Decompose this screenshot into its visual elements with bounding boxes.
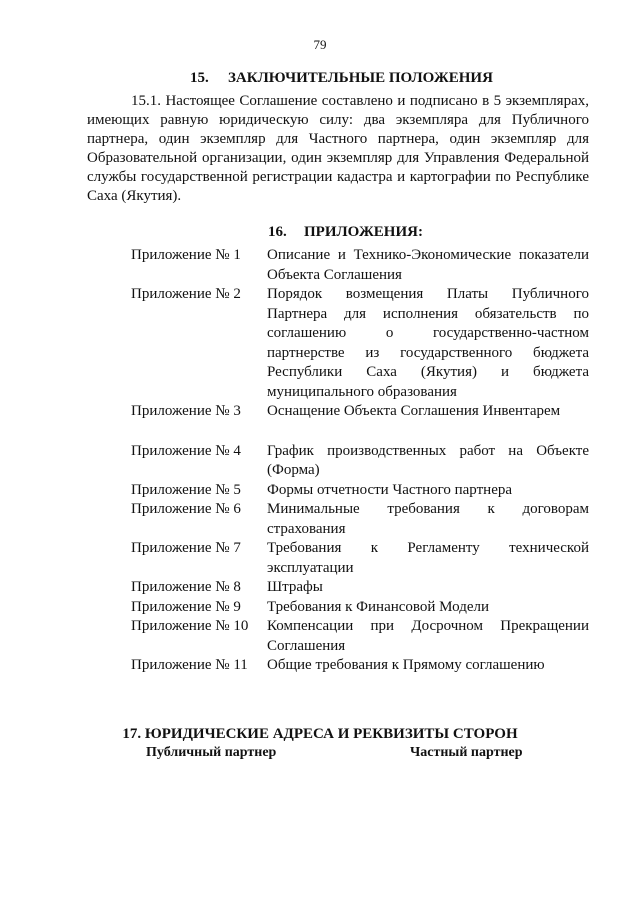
appendix-row bbox=[131, 442, 589, 481]
appendix-text: Компенсации при Досрочном Прекращении Соглашения bbox=[267, 618, 589, 654]
section-15-title: ЗАКЛЮЧИТЕЛЬНЫЕ ПОЛОЖЕНИЯ bbox=[228, 70, 493, 86]
section-16-number: 16. bbox=[268, 224, 287, 240]
appendix-label: Приложение № 10 bbox=[131, 618, 249, 634]
section-15-number: 15. bbox=[190, 70, 209, 86]
section-17-heading: 17. ЮРИДИЧЕСКИЕ АДРЕСА И РЕКВИЗИТЫ СТОРОН bbox=[122, 726, 518, 742]
appendix-text: Штрафы bbox=[267, 579, 323, 595]
appendix-label: Приложение № 5 bbox=[131, 481, 241, 498]
appendix-row bbox=[131, 617, 589, 656]
appendix-row bbox=[131, 539, 589, 578]
appendix-row bbox=[131, 656, 589, 676]
appendix-label: Приложение № 11 bbox=[131, 657, 248, 673]
appendix-row bbox=[131, 402, 589, 422]
appendix-text: Порядок возмещения Платы Публичного Партнера для исполнения обязательств по соглашению о государственно-частном партнерстве из государственного бюджета Республики Саха (Якутия) и бюджета муниципального образования bbox=[267, 286, 589, 400]
appendix-row bbox=[131, 500, 589, 539]
appendix-text: Оснащение Объекта Соглашения Инвентарем bbox=[267, 403, 561, 419]
appendix-label: Приложение № 2 bbox=[131, 286, 241, 302]
section-15-paragraph: 15.1. Настоящее Соглашение составлено и подписано в 5 экземплярах, имеющих равную юридическую силу: два экземпляра для Публичного партнера, один экземпляр для Частного партнера, один экземпляр для Образовательной организации, один экземпляр для Управления Федеральной службы государственной регистрации кадастра и картографии по Республике Саха (Якутия). bbox=[87, 93, 589, 204]
section-16-heading bbox=[268, 224, 423, 241]
section-15-heading bbox=[190, 70, 493, 87]
appendix-label: Приложение № 3 bbox=[131, 403, 241, 419]
public-partner-label: Публичный партнер bbox=[146, 745, 277, 760]
page-number: 79 bbox=[313, 37, 327, 52]
appendix-text: Требования к Регламенту технической эксплуатации bbox=[267, 540, 589, 576]
appendix-row bbox=[131, 481, 589, 501]
appendix-label: Приложение № 7 bbox=[131, 540, 241, 556]
appendix-label: Приложение № 6 bbox=[131, 501, 241, 517]
appendix-label: Приложение № 8 bbox=[131, 579, 241, 595]
appendix-label: Приложение № 9 bbox=[131, 598, 241, 615]
appendix-text: Требования к Финансовой Модели bbox=[267, 598, 490, 615]
appendix-label: Приложение № 4 bbox=[131, 442, 241, 459]
private-partner-label: Частный партнер bbox=[410, 745, 523, 760]
appendix-text: Минимальные требования к договорам страхования bbox=[267, 501, 589, 537]
appendix-row bbox=[131, 246, 589, 285]
appendix-text: График производственных работ на Объекте (Форма) bbox=[267, 442, 589, 478]
appendix-row bbox=[131, 598, 589, 618]
appendix-row bbox=[131, 578, 589, 598]
appendix-label: Приложение № 1 bbox=[131, 247, 241, 263]
appendix-text: Описание и Технико-Экономические показатели Объекта Соглашения bbox=[267, 247, 589, 283]
section-16-title: ПРИЛОЖЕНИЯ: bbox=[304, 224, 423, 240]
appendix-text: Общие требования к Прямому соглашению bbox=[267, 657, 545, 673]
appendix-list bbox=[131, 246, 589, 676]
appendix-row bbox=[131, 285, 589, 402]
appendix-text: Формы отчетности Частного партнера bbox=[267, 481, 513, 498]
